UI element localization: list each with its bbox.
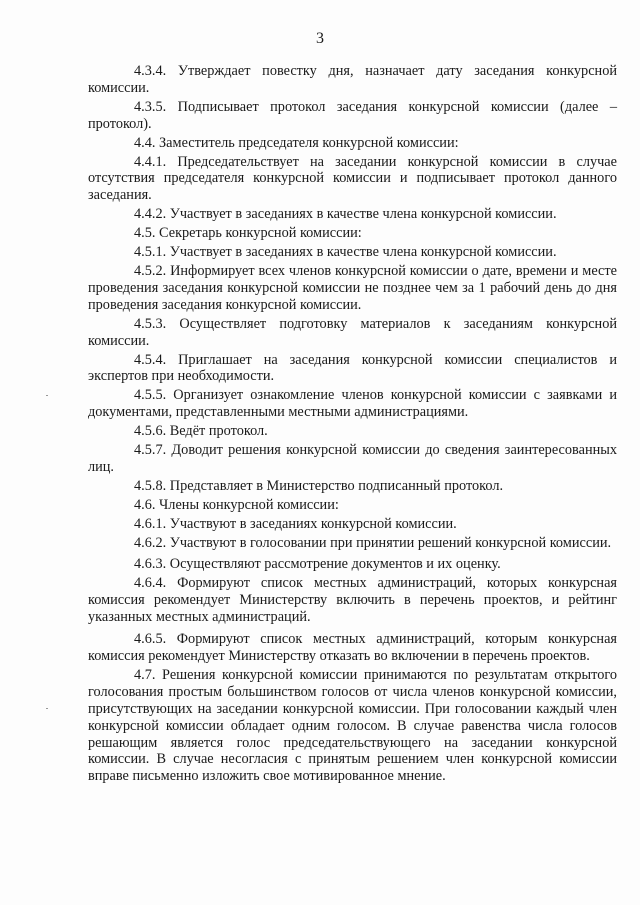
paragraph-4-7: 4.7. Решения конкурсной комиссии принимаются по результатам открытого голосования простым большинством голосов от числа членов конкурсной комиссии, присутствующих на заседании конкурсной комиссии. При голосовании каждый член конкурсной комиссии обладает одним голосом. В случае равенства числа голосов решающим является голос председательствующего на заседании конкурсной комиссии. В случае несогласия с принятым решением член конкурсной комиссии вправе письменно изложить свое мотивированное мнение.: [88, 666, 617, 785]
paragraph-4-6-4: 4.6.4. Формируют список местных администраций, которых конкурсная комиссия рекомендует Министерству включить в перечень проектов, и рейтинг указанных местных администраций.: [88, 575, 617, 626]
paragraph-4-5-3: 4.5.3. Осуществляет подготовку материалов к заседаниям конкурсной комиссии.: [88, 315, 617, 349]
paragraph-4-3-5: 4.3.5. Подписывает протокол заседания конкурсной комиссии (далее – протокол).: [88, 98, 617, 132]
paragraph-4-6-1: 4.6.1. Участвуют в заседаниях конкурсной комиссии.: [134, 515, 457, 532]
paragraph-4-3-4: 4.3.4. Утверждает повестку дня, назначает дату заседания конкурсной комиссии.: [88, 63, 617, 96]
paragraph-4-4-2: 4.4.2. Участвует в заседаниях в качестве члена конкурсной комиссии.: [134, 206, 557, 223]
paragraph-4-5-4: 4.5.4. Приглашает на заседания конкурсной комиссии специалистов и экспертов при необходимости.: [88, 351, 617, 385]
paragraph-4-6: 4.6. Члены конкурсной комиссии:: [134, 496, 339, 513]
paragraph-4-5-1: 4.5.1. Участвует в заседаниях в качестве члена конкурсной комиссии.: [134, 244, 557, 261]
paragraph-4-4-1: 4.4.1. Председательствует на заседании конкурсной комиссии в случае отсутствия председателя конкурсной комиссии и подписывает протокол данного заседания.: [88, 153, 617, 204]
margin-mark: [46, 708, 48, 709]
paragraph-4-5-2: 4.5.2. Информирует всех членов конкурсной комиссии о дате, времени и месте проведения заседания конкурсной комиссии не позднее чем за 1 рабочий день до дня проведения заседания конкурсной комиссии.: [88, 262, 617, 313]
paragraph-4-5-7: 4.5.7. Доводит решения конкурсной комиссии до сведения заинтересованных лиц.: [88, 442, 617, 475]
paragraph-4-5-8: 4.5.8. Представляет в Министерство подписанный протокол.: [134, 477, 504, 494]
margin-mark: [46, 395, 48, 396]
page-number: 3: [316, 30, 324, 47]
paragraph-4-6-5: 4.6.5. Формируют список местных администраций, которым конкурсная комиссия рекомендует Министерству отказать во включении в перечень проектов.: [88, 631, 617, 664]
document-body: [88, 63, 617, 785]
paragraph-4-4: 4.4. Заместитель председателя конкурсной комиссии:: [134, 134, 459, 151]
paragraph-4-6-2: 4.6.2. Участвуют в голосовании при принятии решений конкурсной комиссии.: [134, 534, 612, 551]
paragraph-4-5-6: 4.5.6. Ведёт протокол.: [134, 423, 268, 440]
paragraph-4-5: 4.5. Секретарь конкурсной комиссии:: [134, 225, 362, 242]
paragraph-4-6-3: 4.6.3. Осуществляют рассмотрение документов и их оценку.: [134, 556, 501, 573]
paragraph-4-5-5: 4.5.5. Организует ознакомление членов конкурсной комиссии с заявками и документами, представленными местными администрациями.: [88, 387, 617, 421]
